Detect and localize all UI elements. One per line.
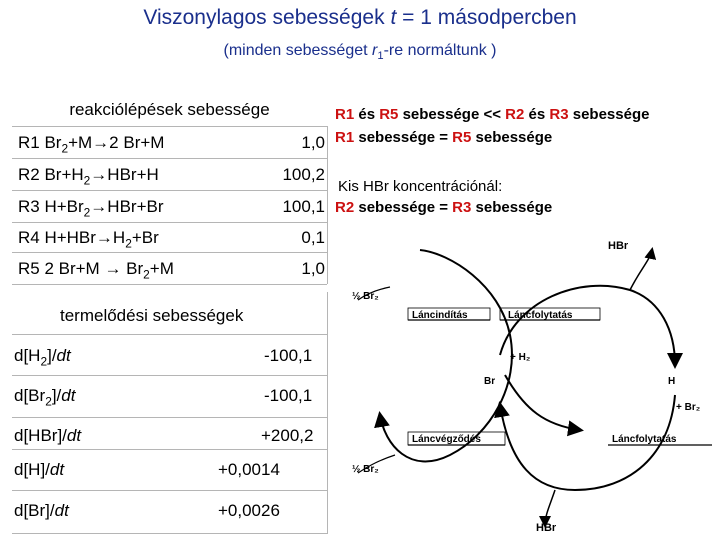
- initiation-arc: [380, 250, 512, 461]
- diagram-half-br2-bottom: ½ Br₂: [352, 464, 379, 475]
- production-h2-label: $d[H_2]/dt$: [14, 346, 71, 369]
- rates-row-line: [12, 252, 327, 253]
- rate-r2-value: 100,2: [282, 165, 325, 184]
- rate-r5-value: 1,0: [301, 259, 325, 278]
- production-row-line: [12, 490, 327, 491]
- diagram-hbr-top: HBr: [608, 240, 629, 252]
- rate-r4-value: 0,1: [301, 228, 325, 247]
- production-h2-value: -100,1: [264, 346, 313, 365]
- rate-r4-label: R4 $H+HBr\to H_2+Br$: [18, 228, 159, 251]
- rates-divider: [12, 126, 327, 127]
- production-hbr-value: +200,2: [261, 426, 314, 445]
- diagram-lancinditas: Láncindítás: [412, 310, 468, 321]
- page-subtitle: (minden sebességet $r_1-re$ normáltunk ): [223, 42, 497, 63]
- rate-r2-label: R2 $Br+H_2\to HBr+H$: [18, 165, 159, 188]
- hbr-out-arrow-bottom: [545, 490, 555, 525]
- rate-r1-label: R1 $Br_2+M\to 2$ Br+M: [18, 133, 165, 156]
- hbr-out-arrow-top: [630, 250, 652, 290]
- production-br2-value: -100,1: [264, 386, 313, 405]
- production-divider: [12, 334, 327, 335]
- chain-mechanism-diagram: [340, 225, 720, 540]
- rate-r3-label: R3 $H+Br_2\to HBr+Br$: [18, 197, 164, 220]
- rates-row-line: [12, 190, 327, 191]
- diagram-br: Br: [484, 376, 496, 387]
- note-line-3: Kis HBr koncentrációnál:: [338, 178, 503, 195]
- diagram-plus-h2: + H₂: [510, 352, 531, 363]
- production-row-line: [12, 533, 327, 534]
- rates-border: [327, 126, 328, 284]
- production-hbr-label: d[HBr]/dt: [14, 426, 82, 445]
- termination-arc: [505, 375, 580, 430]
- diagram-h: H: [668, 376, 676, 387]
- diagram-plus-br2: + Br₂: [676, 402, 701, 413]
- production-h-label: d[H]/dt: [14, 460, 65, 479]
- note-line-2: R1 sebessége = R5 sebessége: [335, 129, 553, 146]
- production-h-value: +0,0014: [218, 460, 280, 479]
- note-line-1: R1 és R5 sebessége << R2 és R3 sebessége: [335, 106, 650, 123]
- diagram-lancvegzodes: Láncvégződés: [412, 434, 481, 445]
- rates-row-line: [12, 284, 327, 285]
- production-header: termelődési sebességek: [60, 306, 244, 325]
- production-br-label: d[Br]/dt: [14, 501, 69, 520]
- page-title: Viszonylagos sebességek t = 1 másodpercben: [143, 6, 577, 29]
- production-row-line: [12, 375, 327, 376]
- production-br2-label: $d[Br_2]/dt$: [14, 386, 76, 409]
- rate-r1-value: 1,0: [301, 133, 325, 152]
- rates-header: reakciólépések sebessége: [69, 100, 270, 119]
- production-br-value: +0,0026: [218, 501, 280, 520]
- rates-row-line: [12, 222, 327, 223]
- diagram-lancfolytatas-bottom: Láncfolytatás: [612, 434, 677, 445]
- rate-r5-label: R5 2 $Br+M \to Br_2+M$: [18, 259, 174, 282]
- diagram-lancfolytatas-top: Láncfolytatás: [508, 310, 573, 321]
- production-row-line: [12, 417, 327, 418]
- production-border: [327, 292, 328, 534]
- rates-row-line: [12, 158, 327, 159]
- note-line-4: R2 sebessége = R3 sebessége: [335, 199, 553, 216]
- rate-r3-value: 100,1: [282, 197, 325, 216]
- diagram-hbr-bottom: HBr: [536, 522, 557, 534]
- production-row-line: [12, 449, 327, 450]
- diagram-half-br2-top: ½ Br₂: [352, 291, 379, 302]
